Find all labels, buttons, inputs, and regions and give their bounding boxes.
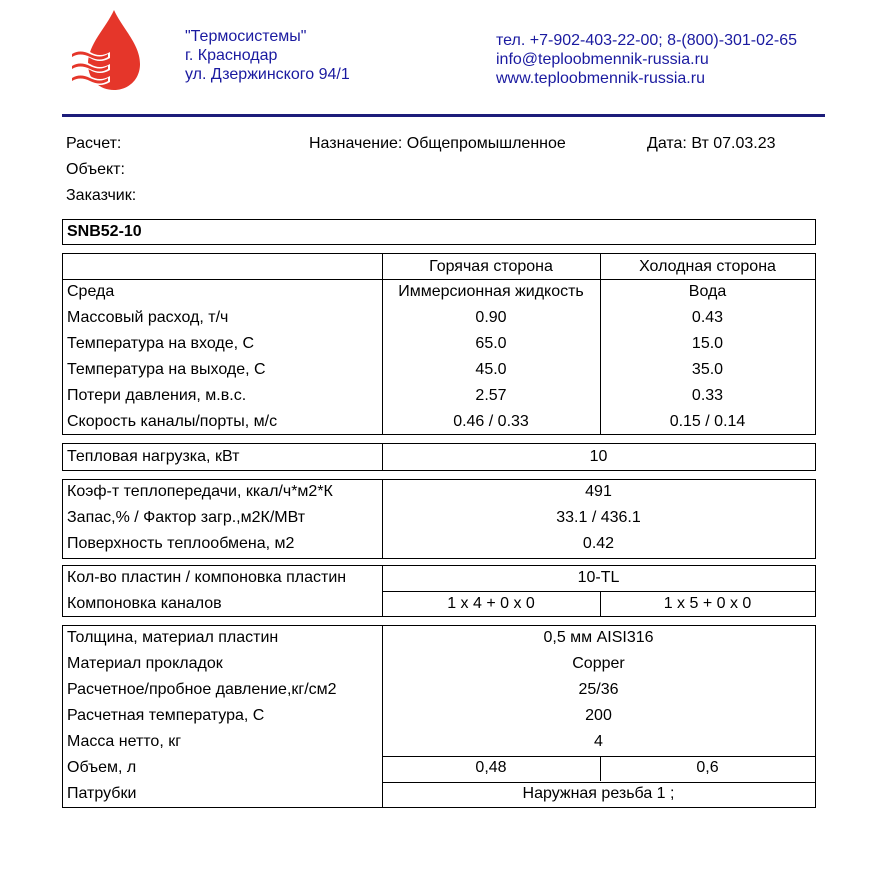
row-hot-value: 0.46 / 0.33	[453, 413, 529, 430]
perf-value: 491	[585, 483, 612, 500]
company-block	[185, 27, 350, 84]
channels-cold-value: 1 х 5 + 0 х 0	[663, 595, 752, 612]
row-cold-value: 35.0	[691, 361, 724, 378]
col-hot-header: Горячая сторона	[429, 258, 553, 275]
channels-hot-value: 1 х 4 + 0 х 0	[447, 595, 535, 612]
row-cold-value: 0.33	[691, 387, 724, 404]
purpose-field: Назначение: Общепромышленное	[309, 135, 566, 152]
row-hot-value: 65.0	[475, 335, 507, 352]
spec-label: Объем, л	[67, 759, 137, 776]
row-cold-value: 0.15 / 0.14	[669, 413, 746, 430]
company-address: ул. Дзержинского 94/1	[185, 66, 350, 83]
plates-table	[62, 565, 816, 617]
spec-value: Copper	[572, 655, 625, 672]
row-hot-value: 2.57	[475, 387, 507, 404]
object-label: Объект:	[66, 161, 125, 178]
perf-label: Коэф-т теплопередачи, ккал/ч*м2*К	[67, 483, 333, 500]
row-hot-value: 45.0	[475, 361, 507, 378]
row-label: Температура на выходе, С	[67, 361, 266, 378]
col-cold-header: Холодная сторона	[639, 258, 776, 275]
date-field: Дата: Вт 07.03.23	[647, 135, 776, 152]
row-label: Температура на входе, С	[67, 335, 255, 352]
spec-label: Масса нетто, кг	[67, 733, 182, 750]
row-cold-value: 0.43	[691, 309, 724, 326]
spec-value: Наружная резьба 1 ;	[522, 785, 675, 802]
row-cold-value: Вода	[688, 283, 727, 300]
company-logo	[66, 8, 146, 92]
calc-label: Расчет:	[66, 135, 122, 152]
params-table	[62, 253, 816, 435]
row-label: Потери давления, м.в.с.	[67, 387, 247, 404]
spec-label: Патрубки	[67, 785, 137, 802]
header-divider	[62, 114, 825, 117]
contact-website[interactable]: www.teploobmennik-russia.ru	[496, 70, 705, 87]
spec-value: 200	[585, 707, 612, 724]
spec-label: Расчетная температура, С	[67, 707, 265, 724]
specs-table	[62, 625, 816, 808]
contacts-block	[496, 31, 797, 88]
contact-email[interactable]: info@teploobmennik-russia.ru	[496, 51, 709, 68]
channels-label: Компоновка каналов	[67, 595, 222, 612]
volume-cold-value: 0,6	[696, 759, 719, 776]
spec-label: Толщина, материал пластин	[67, 629, 279, 646]
contact-phone: тел. +7-902-403-22-00; 8-(800)-301-02-65	[496, 32, 798, 49]
perf-value: 33.1 / 436.1	[556, 509, 641, 526]
heat-load-table	[62, 443, 816, 471]
perf-label: Поверхность теплообмена, м2	[67, 535, 295, 552]
row-cold-value: 15.0	[691, 335, 724, 352]
row-hot-value: Иммерсионная жидкость	[398, 283, 584, 300]
plates-count-value: 10-TL	[577, 569, 620, 586]
company-city: г. Краснодар	[185, 47, 278, 64]
perf-label: Запас,% / Фактор загр.,м2К/МВт	[67, 509, 306, 526]
performance-table	[62, 479, 816, 559]
row-hot-value: 0.90	[475, 309, 507, 326]
row-label: Среда	[67, 283, 115, 300]
company-name: "Термосистемы"	[185, 28, 307, 45]
plates-count-label: Кол-во пластин / компоновка пластин	[67, 569, 347, 586]
spec-label: Расчетное/пробное давление,кг/см2	[67, 681, 337, 698]
row-label: Скорость каналы/порты, м/с	[67, 413, 278, 430]
spec-value: 4	[594, 733, 603, 750]
spec-label: Материал прокладок	[67, 655, 223, 672]
spec-value: 25/36	[578, 681, 619, 698]
volume-hot-value: 0,48	[475, 759, 507, 776]
customer-label: Заказчик:	[66, 187, 137, 204]
spec-value: 0,5 мм AISI316	[543, 629, 654, 646]
model-name: SNB52-10	[67, 223, 142, 240]
perf-value: 0.42	[582, 535, 615, 552]
row-label: Массовый расход, т/ч	[67, 309, 229, 326]
heat-load-label: Тепловая нагрузка, кВт	[67, 448, 240, 465]
model-box	[62, 219, 816, 245]
heat-load-value: 10	[589, 448, 608, 465]
